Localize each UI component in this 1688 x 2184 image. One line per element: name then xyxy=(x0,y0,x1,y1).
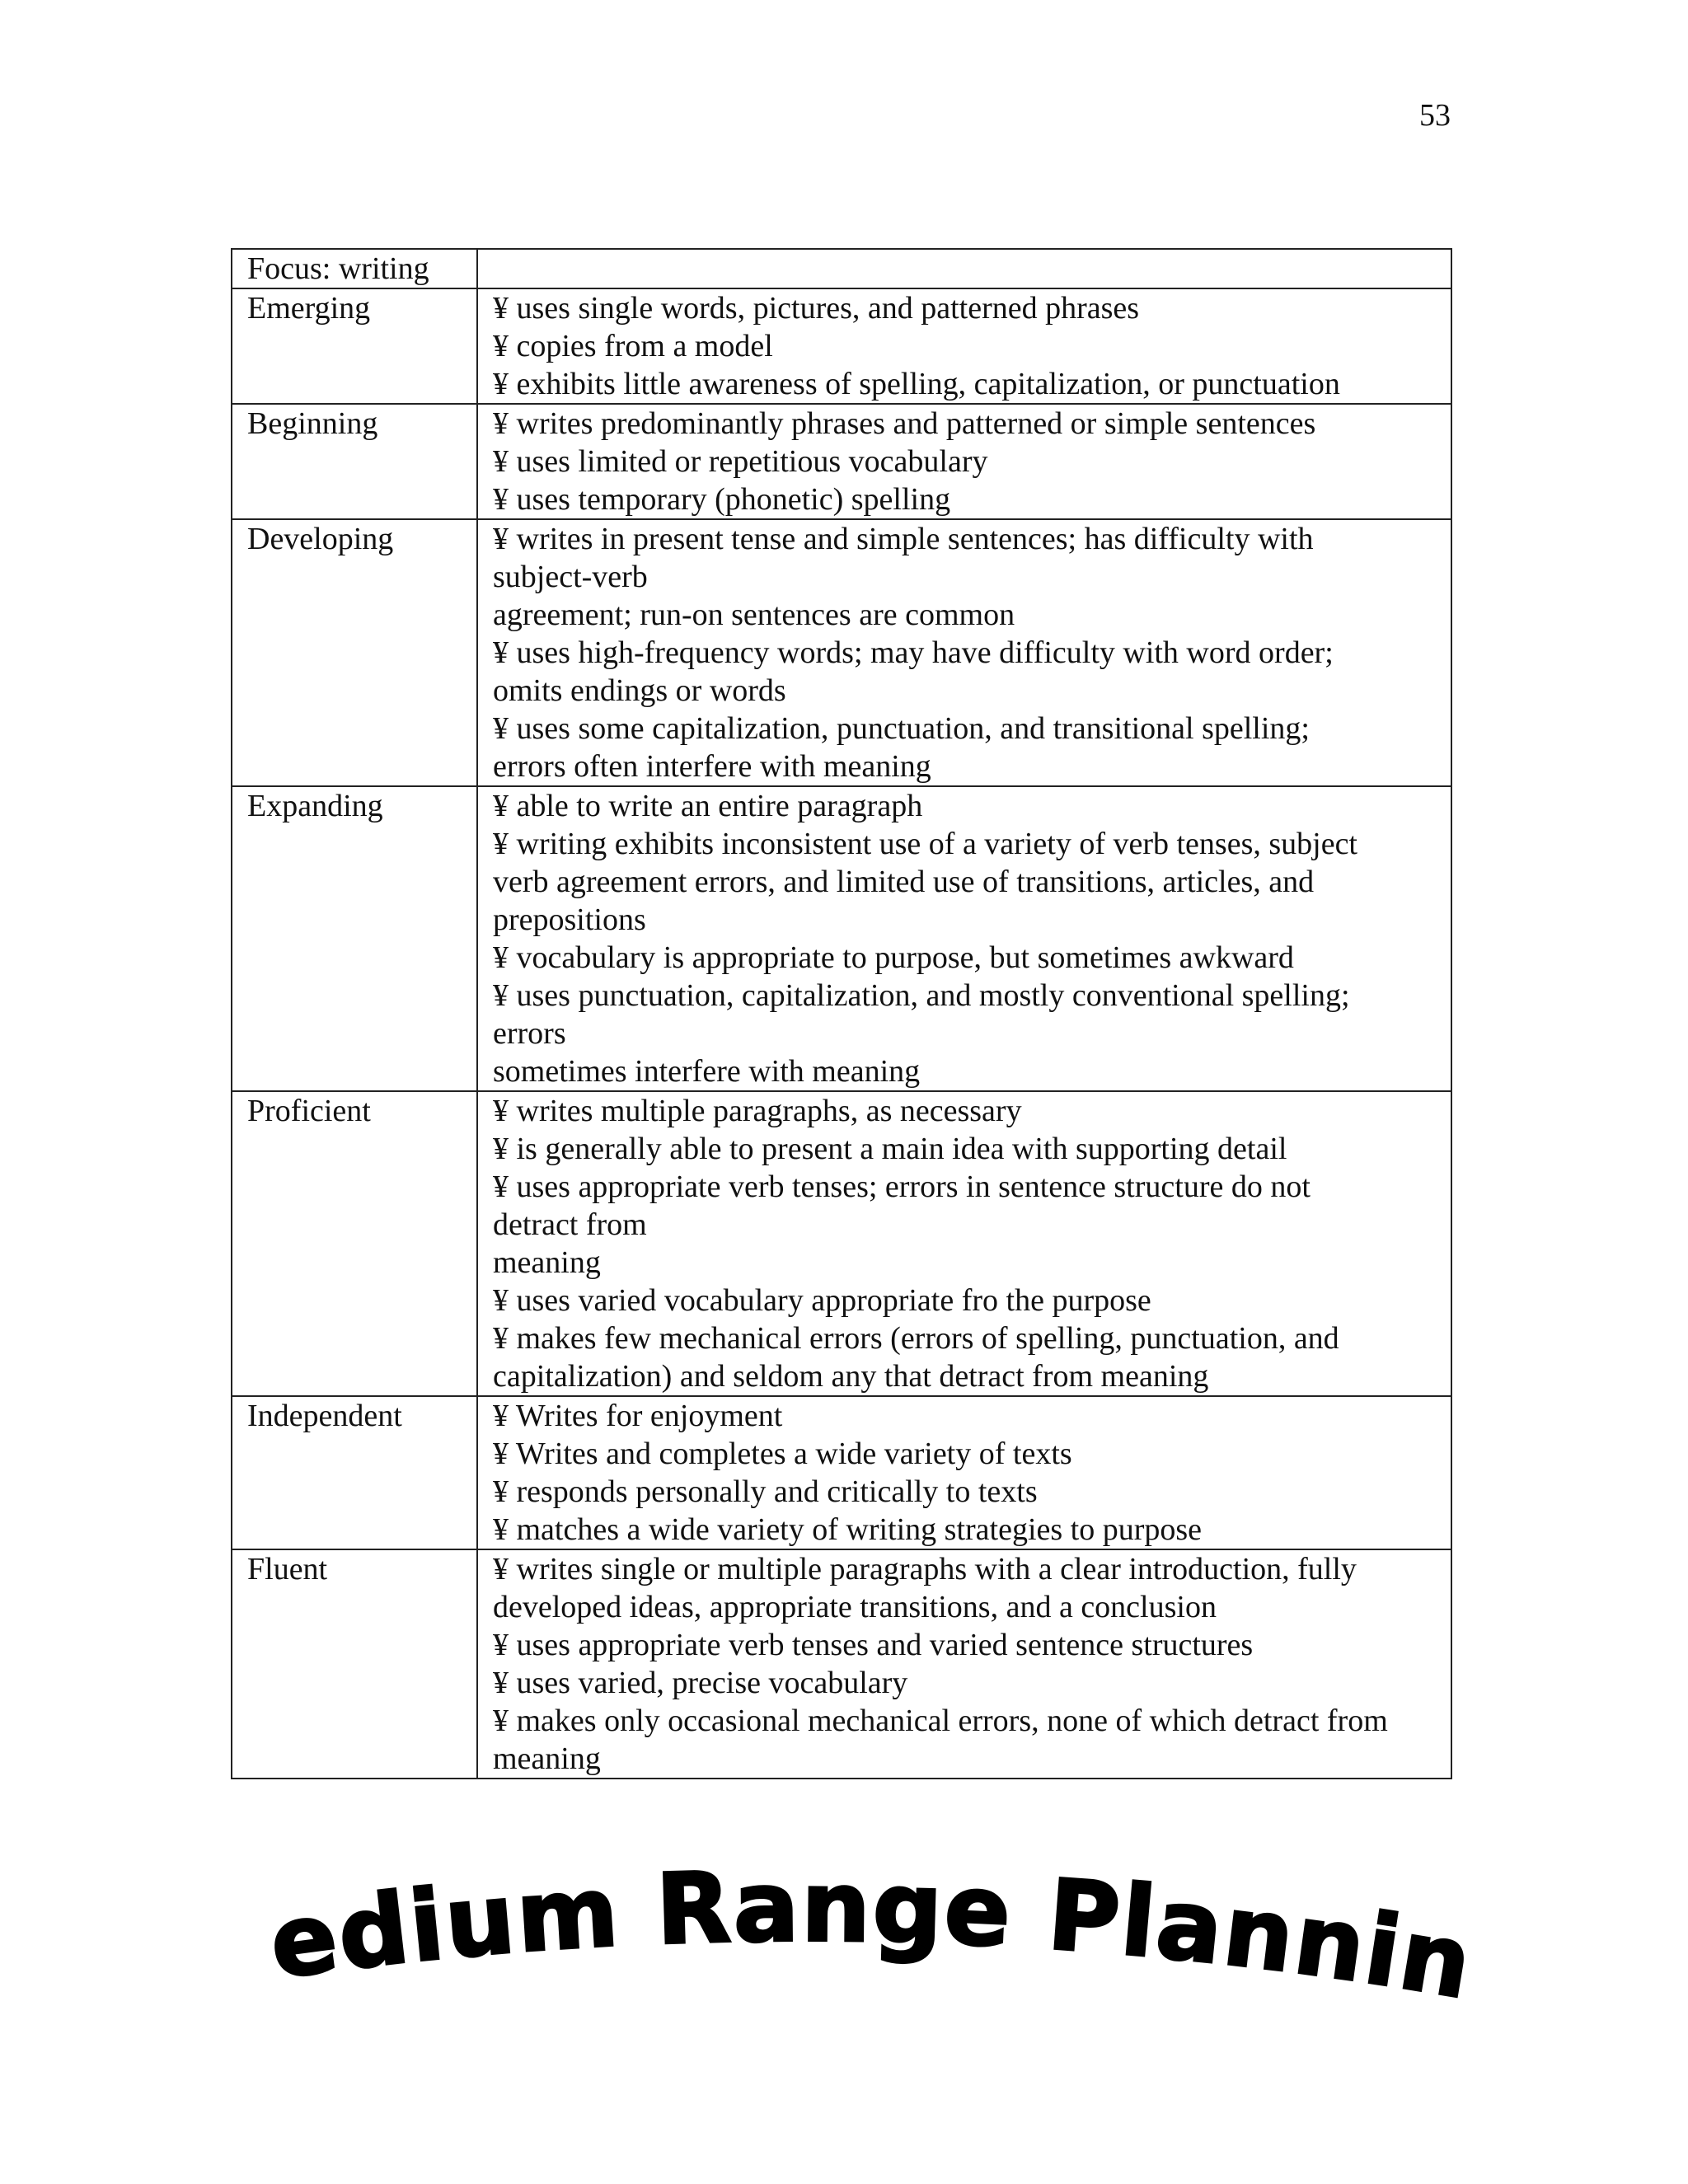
descriptor-line: ¥ uses high-frequency words; may have difficulty with word order; xyxy=(493,635,1334,670)
descriptor-line: ¥ uses appropriate verb tenses; errors in sentence structure do not xyxy=(493,1169,1311,1204)
level-descriptors xyxy=(477,519,1451,786)
descriptor-line: meaning xyxy=(493,1741,601,1776)
banner-text xyxy=(239,1858,1475,2015)
level-descriptors xyxy=(477,404,1451,519)
level-label: Independent xyxy=(232,1396,477,1549)
descriptor-line: ¥ writes predominantly phrases and patterned or simple sentences xyxy=(493,406,1316,441)
descriptor-line: ¥ vocabulary is appropriate to purpose, but sometimes awkward xyxy=(493,940,1294,975)
level-label: Expanding xyxy=(232,786,477,1091)
descriptor-line: errors often interfere with meaning xyxy=(493,749,931,784)
descriptor-line: verb agreement errors, and limited use of transitions, articles, and xyxy=(493,865,1315,899)
descriptor-line: ¥ able to write an entire paragraph xyxy=(493,789,923,823)
level-label: Emerging xyxy=(232,288,477,404)
descriptor-line: agreement; run-on sentences are common xyxy=(493,598,1015,632)
table-row xyxy=(232,404,1451,519)
descriptor-line: ¥ makes few mechanical errors (errors of spelling, punctuation, and xyxy=(493,1321,1339,1356)
focus-value xyxy=(477,249,1451,288)
descriptor-line: prepositions xyxy=(493,902,646,937)
descriptor-line: detract from xyxy=(493,1207,647,1242)
level-descriptors xyxy=(477,786,1451,1091)
descriptor-line: ¥ uses varied vocabulary appropriate fro the purpose xyxy=(493,1283,1151,1318)
banner-svg xyxy=(239,1858,1475,2015)
descriptor-line: ¥ copies from a model xyxy=(493,329,773,363)
descriptor-line: ¥ Writes for enjoyment xyxy=(493,1399,783,1433)
table-row xyxy=(232,288,1451,404)
descriptor-line: ¥ uses punctuation, capitalization, and mostly conventional spelling; xyxy=(493,978,1350,1013)
descriptor-line: ¥ uses single words, pictures, and patterned phrases xyxy=(493,291,1140,326)
descriptor-line: ¥ uses temporary (phonetic) spelling xyxy=(493,482,951,517)
descriptor-line: ¥ exhibits little awareness of spelling, capitalization, or punctuation xyxy=(493,367,1340,401)
descriptor-line: errors xyxy=(493,1016,566,1051)
level-descriptors xyxy=(477,1396,1451,1549)
descriptor-line: ¥ matches a wide variety of writing strategies to purpose xyxy=(493,1512,1203,1547)
rubric-body xyxy=(232,249,1451,1779)
descriptor-line: ¥ is generally able to present a main idea with supporting detail xyxy=(493,1132,1287,1166)
descriptor-line: ¥ uses varied, precise vocabulary xyxy=(493,1666,908,1700)
descriptor-line: ¥ writes single or multiple paragraphs with a clear introduction, fully xyxy=(493,1552,1357,1586)
descriptor-line: sometimes interfere with meaning xyxy=(493,1054,921,1089)
level-label: Developing xyxy=(232,519,477,786)
table-row xyxy=(232,1396,1451,1549)
level-descriptors xyxy=(477,1091,1451,1396)
descriptor-line: ¥ uses limited or repetitious vocabulary xyxy=(493,444,988,479)
table-header-row xyxy=(232,249,1451,288)
level-label: Beginning xyxy=(232,404,477,519)
table-row xyxy=(232,1549,1451,1779)
level-label: Proficient xyxy=(232,1091,477,1396)
descriptor-line: ¥ makes only occasional mechanical errors, none of which detract from xyxy=(493,1704,1388,1738)
descriptor-line: ¥ writes multiple paragraphs, as necessary xyxy=(493,1094,1022,1128)
descriptor-line: developed ideas, appropriate transitions, and a conclusion xyxy=(493,1590,1217,1624)
page-number: 53 xyxy=(1419,98,1451,133)
level-descriptors xyxy=(477,1549,1451,1779)
descriptor-line: ¥ responds personally and critically to texts xyxy=(493,1474,1038,1509)
descriptor-line: subject-verb xyxy=(493,560,648,594)
level-descriptors xyxy=(477,288,1451,404)
descriptor-line: ¥ Writes and completes a wide variety of texts xyxy=(493,1436,1072,1471)
descriptor-line: meaning xyxy=(493,1245,601,1280)
banner-textpath: edium Range Plannin xyxy=(263,1858,1475,2015)
descriptor-line: ¥ uses some capitalization, punctuation, and transitional spelling; xyxy=(493,711,1310,746)
descriptor-line: capitalization) and seldom any that detract from meaning xyxy=(493,1359,1209,1394)
descriptor-line: ¥ writes in present tense and simple sentences; has difficulty with xyxy=(493,522,1314,556)
table-row xyxy=(232,519,1451,786)
level-label: Fluent xyxy=(232,1549,477,1779)
table-row xyxy=(232,1091,1451,1396)
writing-rubric-table xyxy=(231,248,1452,1779)
descriptor-line: ¥ uses appropriate verb tenses and varied sentence structures xyxy=(493,1628,1254,1662)
descriptor-line: ¥ writing exhibits inconsistent use of a variety of verb tenses, subject xyxy=(493,827,1357,861)
focus-label: Focus: writing xyxy=(232,249,477,288)
table-row xyxy=(232,786,1451,1091)
descriptor-line: omits endings or words xyxy=(493,673,786,708)
medium-range-planning-banner xyxy=(239,1858,1475,2015)
